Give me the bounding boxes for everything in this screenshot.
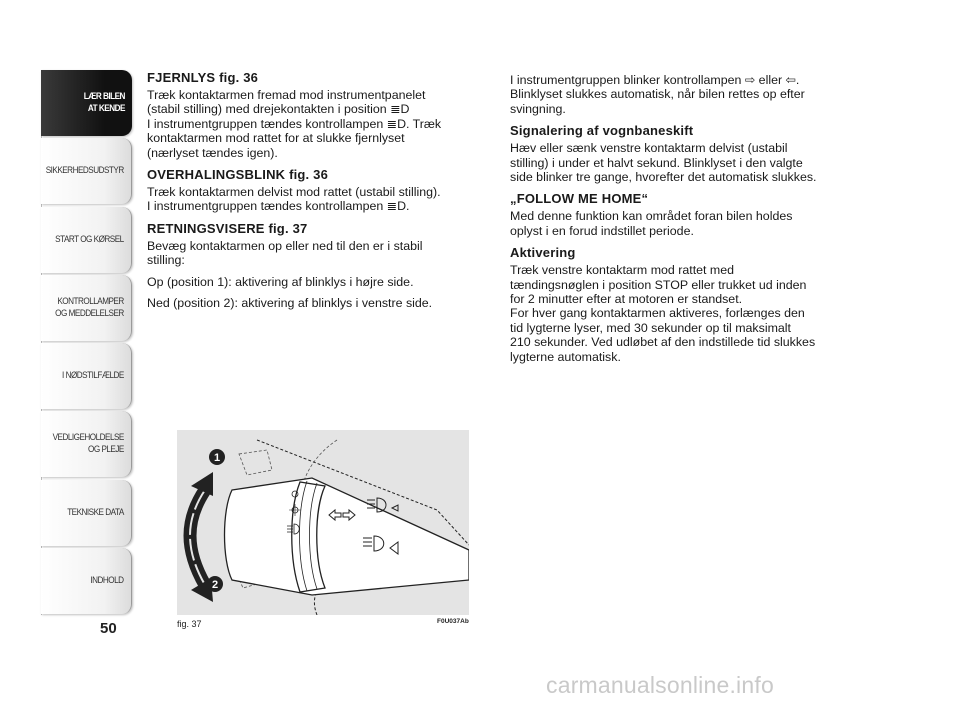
- tab-label: TEKNISKE DATA: [67, 507, 124, 518]
- paragraph: Træk venstre kontaktarm mod rattet med tændingsnøglen i position STOP eller trukket ud inden for 2 minutter efter at motoren er standset. For hver gang kontaktarmen aktiveres, forlænges den tid lygterne lyser, med 30 sekunder op til maksimalt 210 sekunder. Ved udløbet af den indstillede tid slukkes lygterne automatisk.: [510, 263, 816, 364]
- paragraph: Bevæg kontaktarmen op eller ned til den er i stabil stilling:: [147, 238, 423, 268]
- tab-start-og-korsel[interactable]: [41, 207, 132, 273]
- heading-retningsvisere: RETNINGSVISERE fig. 37: [147, 220, 308, 236]
- tab-kontrollamper[interactable]: [41, 275, 132, 341]
- paragraph: Ned (position 2): aktivering af blinklys i venstre side.: [147, 296, 433, 311]
- tab-label: START OG KØRSEL: [55, 234, 124, 245]
- tab-sikkerhedsudstyr[interactable]: [41, 138, 132, 204]
- stalk-drawing: [177, 430, 469, 615]
- right-column: [510, 73, 870, 371]
- heading-overhalingsblink: OVERHALINGSBLINK fig. 36: [147, 167, 329, 183]
- heading-fjernlys: FJERNLYS fig. 36: [147, 70, 259, 85]
- tab-label: SIKKERHEDSUDSTYR: [45, 165, 124, 176]
- tab-label: VEDLIGEHOLDELSE OG PLEJE: [52, 432, 124, 455]
- paragraph: I instrumentgruppen blinker kontrollampen ⇨ eller ⇦. Blinklyset slukkes automatisk, når bilen rettes op efter svingning.: [510, 73, 805, 116]
- tab-label: INDHOLD: [90, 575, 124, 586]
- paragraph: Hæv eller sænk venstre kontaktarm delvist (ustabil stilling) i under et halvt sekund. Blinklyset i den valgte side blinker tre gange, hvorefter det automatisk slukkes.: [510, 141, 817, 185]
- heading-vognbaneskift: Signalering af vognbaneskift: [510, 123, 694, 139]
- figure-code: F0U037Ab: [437, 618, 469, 625]
- marker-down-label: 2: [211, 579, 219, 591]
- watermark: carmanualsonline.info: [546, 672, 774, 698]
- tab-indhold[interactable]: [41, 548, 132, 614]
- tab-label: LÆR BILEN AT KENDE: [83, 91, 125, 114]
- tab-tekniske-data[interactable]: [41, 480, 132, 546]
- tab-label: I NØDSTILFÆLDE: [62, 370, 124, 381]
- left-column: [147, 70, 497, 317]
- tab-vedligeholdelse[interactable]: [41, 411, 132, 477]
- paragraph: Op (position 1): aktivering af blinklys i højre side.: [147, 274, 414, 289]
- tab-label: KONTROLLAMPER OG MEDDELELSER: [55, 296, 124, 319]
- paragraph: Træk kontaktarmen fremad mod instrumentpanelet (stabil stilling) med drejekontakten i position ≣D I instrumentgruppen tændes kontrollampen ≣D. Træk kontaktarmen mod rattet for at slukke fjernlyset (nærlyset tændes igen).: [147, 88, 442, 160]
- page-number: 50: [100, 620, 117, 637]
- figure-caption: fig. 37: [177, 619, 202, 629]
- paragraph: Træk kontaktarmen delvist mod rattet (ustabil stilling). I instrumentgruppen tændes kontrollampen ≣D.: [147, 185, 441, 214]
- marker-up-label: 1: [213, 452, 221, 464]
- heading-follow-me-home: „FOLLOW ME HOME“: [510, 191, 649, 207]
- figure-stalk-illustration: [177, 430, 469, 615]
- heading-aktivering: Aktivering: [510, 245, 576, 261]
- tab-i-nodstilfaelde[interactable]: [41, 343, 132, 409]
- tab-laer-bilen-at-kende[interactable]: [41, 70, 132, 136]
- paragraph: Med denne funktion kan området foran bilen holdes oplyst i en forud indstillet periode.: [510, 209, 793, 238]
